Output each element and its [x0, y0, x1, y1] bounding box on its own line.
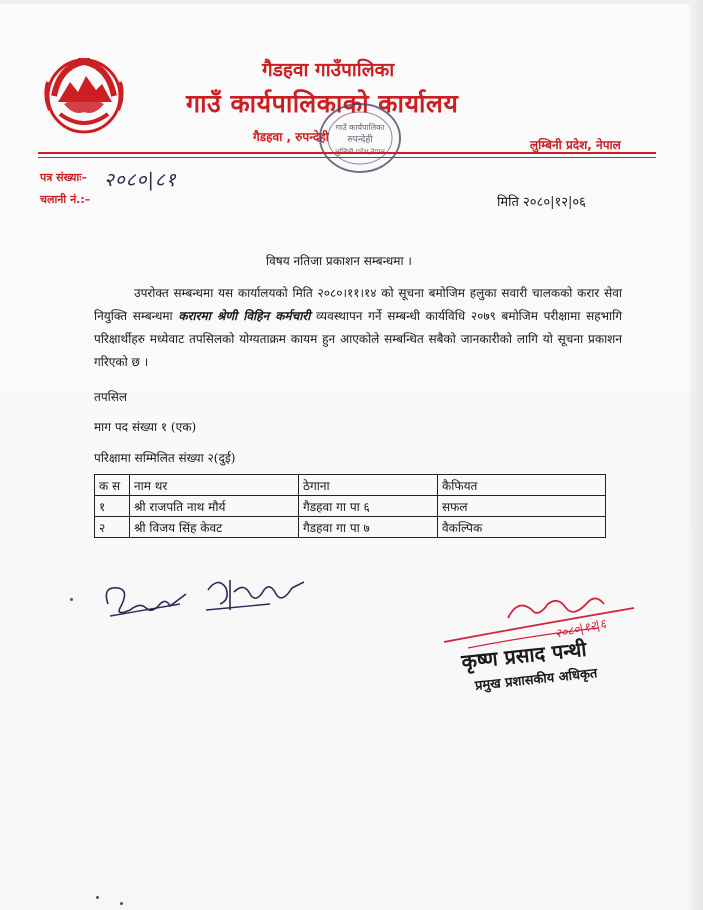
signature-1 — [100, 574, 192, 622]
table-cell: गैडहवा गा पा ६ — [299, 496, 438, 517]
organization-name: गैडहवा गाउँपालिका — [262, 59, 395, 81]
header-rule-thick — [38, 152, 656, 154]
table-header-name: नाम थर — [130, 475, 299, 496]
table-cell: २ — [95, 517, 130, 538]
body-text-emphasis: करारमा श्रेणी विहिन कर्मचारी — [178, 309, 311, 323]
body-text-part1: उपरोक्त सम्बन्धमा यस कार्यालयको मिति २०८०।११।१४ को सूचना बमोजिम हलुका सवारी चालकको करार सेवा नियुक्ति सम्बन्धमा — [94, 286, 622, 323]
scan-speck — [120, 902, 123, 905]
table-cell: श्री विजय सिंह केवट — [130, 517, 299, 538]
table-cell: सफल — [438, 496, 606, 517]
table-cell: वैकल्पिक — [438, 517, 606, 538]
result-table — [94, 474, 606, 538]
scan-edge-right — [689, 0, 703, 910]
reference-number-value: २०८०|८१ — [104, 169, 177, 191]
letter-date: मिति २०८०|१२|०६ — [497, 195, 586, 210]
stamp-text-2: रुपन्देही — [347, 135, 373, 145]
scan-speck — [70, 598, 73, 601]
table-row — [95, 496, 606, 517]
signature-2 — [200, 570, 310, 618]
body-text-part2: व्यवस्थापन गर्ने सम्बन्धी कार्यविधि २०७९ बमोजिम परीक्षामा सहभागि परिक्षार्थीहरु मध्येवाट तपसिलको योग्यताक्रम कायम हुन आएकोले सम्बन्धित सबैको जानकारीको लागि यो सूचना प्रकाशन गरिएको छ । — [94, 309, 622, 369]
table-header-remarks: कैफियत — [438, 475, 606, 496]
letter-subject: विषय नतिजा प्रकाशन सम्बन्धमा । — [266, 254, 412, 268]
exam-participants: परिक्षामा सम्मिलित संख्या २(दुई) — [94, 451, 236, 465]
table-cell: श्री राजपति नाथ मौर्य — [130, 496, 299, 517]
scan-speck — [96, 896, 99, 899]
table-header-row — [95, 475, 606, 496]
office-name: गाउँ कार्यपालिकाको कार्यालय — [186, 89, 459, 118]
signature-date: २०८०|१२|६ — [553, 616, 608, 641]
official-name: कृष्ण प्रसाद पन्थी — [460, 636, 588, 674]
table-cell: १ — [95, 496, 130, 517]
table-row — [95, 517, 606, 538]
letter-body — [94, 282, 622, 374]
posts-demanded: माग पद संख्या १ (एक) — [94, 420, 197, 434]
office-address: गैडहवा , रुपन्देही — [253, 130, 329, 144]
official-title: प्रमुख प्रशासकीय अधिकृत — [474, 666, 599, 694]
province-address: लुम्बिनी प्रदेश, नेपाल — [530, 138, 621, 152]
reference-number-label: पत्र संख्याः– — [40, 171, 87, 184]
office-stamp — [300, 98, 420, 180]
header-rule-thin — [38, 157, 656, 158]
dispatch-number-label: चलानी नं.:– — [40, 193, 91, 206]
nepal-emblem-icon — [40, 52, 128, 134]
details-heading: तपसिल — [94, 390, 128, 404]
scan-edge-top — [0, 0, 703, 4]
stamp-text-1: गाउँ कार्यपालिका — [335, 123, 385, 132]
table-header-address: ठेगाना — [299, 475, 438, 496]
table-cell: गैडहवा गा पा ७ — [299, 517, 438, 538]
table-header-sn: क स — [95, 475, 130, 496]
